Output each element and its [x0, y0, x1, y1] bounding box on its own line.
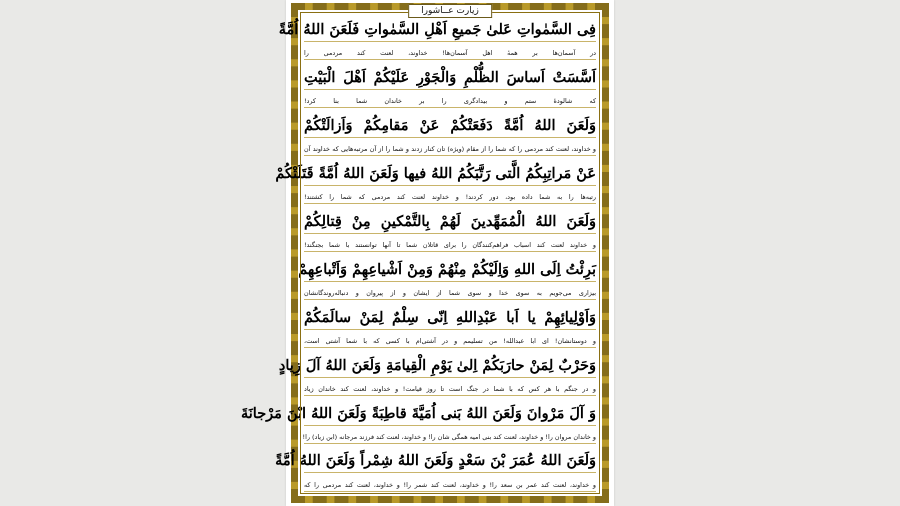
persian-translation-line: بیزاری می‌جویم به سوی خدا و سوی شما از ایشان و از پیروان و دنباله‌روندگانشان [304, 288, 596, 300]
arabic-verse-line: وَلَعَنَ اللهُ الْمُمَهِّدینَ لَهُمْ بِالتَّمْکینِ مِنْ قِتالِکُمْ [304, 211, 596, 234]
arabic-verse-line: وَحَرْبٌ لِمَنْ حارَبَکُمْ اِلیٰ یَوْمِ الْقِیامَةِ وَلَعَنَ اللهُ آلَ زِیادٍ [304, 355, 596, 378]
persian-translation-line: رتبه‌ها را به شما داده بود، دور کردند! و خداوند لعنت کند مردمی که شما را کشتند! [304, 192, 596, 204]
persian-translation-line: در آسمان‌ها بر همهٔ اهل آسمان‌ها! خداوند، لعنت کند مردمی را [304, 48, 596, 60]
arabic-verse-line: بَرِئْتُ اِلَی اللهِ وَاِلَیْکُمْ مِنْهُمْ وَمِنْ اَشْیاعِهِمْ وَاَتْباعِهِمْ [304, 259, 596, 282]
decorative-chain-border [240, 3, 609, 503]
arabic-verse-line: وَلَعَنَ اللهُ اُمَّةً دَفَعَتْکُمْ عَنْ مَقامِکُمْ وَاَزالَتْکُمْ [304, 115, 596, 138]
persian-translation-line: که شالودهٔ ستم و بیدادگری را بر خاندان شما بنا کرد! [304, 96, 596, 108]
prayer-text-body [240, 19, 596, 492]
arabic-verse-line: عَنْ مَراتِبِکُمُ الَّتی رَتَّبَکُمُ اللهُ فیها وَلَعَنَ اللهُ اُمَّةً قَتَلَتْکُمْ [304, 163, 596, 186]
arabic-verse-line: وَاَوْلِیائِهِمْ یا اَبا عَبْدِاللهِ اِنّی سِلْمٌ لِمَنْ سالَمَکُمْ [304, 307, 596, 330]
persian-translation-line: و خاندان مروان را! و خداوند، لعنت کند بنی امیه همگی شان را! و خداوند، لعنت کند فرزند مرجانه (ابن زیاد) را! [304, 432, 596, 444]
arabic-verse-line: اَسَّسَتْ اَساسَ الظُّلْمِ وَالْجَوْرِ عَلَیْکُمْ اَهْلَ الْبَیْتِ [304, 67, 596, 90]
arabic-verse-line: فِی السَّمٰواتِ عَلیٰ جَمیعِ اَهْلِ السَّمٰواتِ فَلَعَنَ اللهُ اُمَّةً [304, 19, 596, 42]
persian-translation-line: و خداوند لعنت کند اسباب فراهم‌کنندگان را برای قاتلان شما تا آنها توانستند با شما بجنگند! [304, 240, 596, 252]
arabic-verse-line: وَ آلَ مَرْوانَ وَلَعَنَ اللهُ بَنی اُمَیَّةَ قاطِبَةً وَلَعَنَ اللهُ ابْنَ مَرْجانَةَ [304, 403, 596, 426]
persian-translation-line: و در جنگم با هر کس که با شما در جنگ است تا روز قیامت! و خداوند، لعنت کند خاندان زیاد [304, 384, 596, 396]
persian-translation-line: و خداوند، لعنت کند مردمی را که شما را از مقام (ویژه) تان کنار زدند و شما را از آن مرتبه‌هایی که خداوند آن [304, 144, 596, 156]
persian-translation-line: و دوستانشان! ای ابا عبدالله! من تسلیمم و در آشتی‌ام با کسی که با شما آشتی است، [304, 336, 596, 348]
document-title: زیارت عــاشورا [408, 4, 492, 18]
arabic-verse-line: وَلَعَنَ اللهُ عُمَرَ بْنَ سَعْدٍ وَلَعَنَ اللهُ شِمْراً وَلَعَنَ اللهُ اُمَّةً [304, 450, 596, 473]
persian-translation-line: و خداوند، لعنت کند عمر بن سعد را! و خداوند، لعنت کند شمر را! و خداوند، لعنت کند مردمی را که [304, 480, 596, 492]
